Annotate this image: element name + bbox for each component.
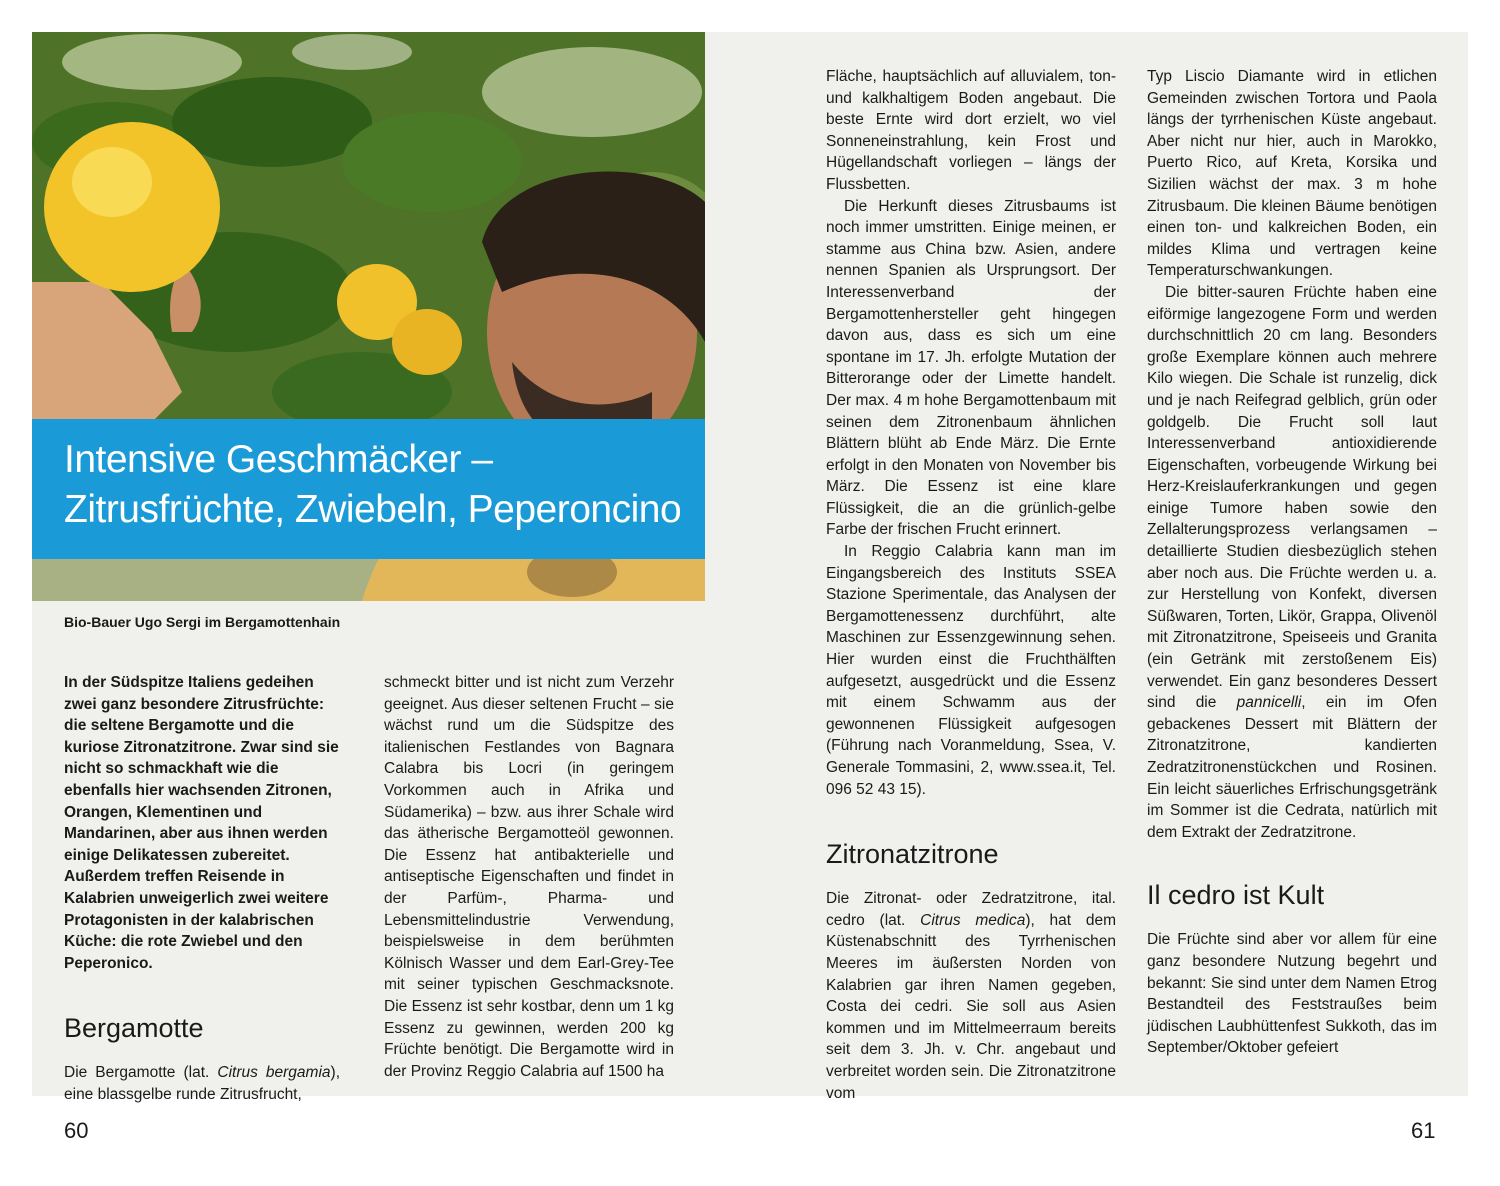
chapter-title-line-1: Intensive Geschmäcker – — [64, 438, 493, 481]
italic-term: Citrus medica — [920, 911, 1026, 929]
page-number-left: 60 — [64, 1118, 89, 1143]
text-span: , ein im Ofen gebackenes Dessert mit Blättern der Zitronatzitrone, kandierten Zedratzitronenstückchen und Rosinen. Ein leicht säuerliches Erfrischungsgetränk im Sommer ist die Cedrata, natürlich mit dem Extrakt der Zedratzitrone. — [1147, 694, 1437, 841]
column-4 — [1147, 66, 1437, 1059]
heading-il-cedro: Il cedro ist Kult — [1147, 880, 1325, 911]
heading-zitronatzitrone: Zitronatzitrone — [826, 839, 999, 870]
page-number-right: 61 — [1411, 1118, 1436, 1143]
text-span: Die Zitronat- oder Zedratzitrone, ital. cedro (lat. — [826, 890, 1116, 929]
intro-paragraph: In der Südspitze Italiens gedeihen zwei ganz besondere Zitrusfrüchte: die seltene Bergamotte und die kuriose Zitronatzitrone. Zwar sind sie nicht so schmackhaft wie die ebenfalls hier wachsenden Zitronen, Orangen, Klementinen und Mandarinen, aber aus ihnen werden einige Delikatessen zubereitet. Außerdem treffen Reisende in Kalabrien unweigerlich zwei weitere Protagonisten in der kalabrischen Küche: die rote Zwiebel und den Peperonico. — [64, 674, 339, 972]
paragraph-bergamotte-4: Die Herkunft dieses Zitrusbaums ist noch immer umstritten. Einige meinen, er stamme aus China bzw. Asien, andere nennen Spanien als Ursprungsort. Der Interessenverband der Bergamottenhersteller geht hingegen davon aus, dass es sich um eine spontane im 17. Jh. erfolgte Mutation der Bitterorange oder der Limette handelt. Der max. 4 m hohe Bergamottenbaum mit seinen dem Zitronenbaum ähnlichen Blättern blüht ab Ende März. Die Ernte erfolgt in den Monaten von November bis März. Die Essenz ist eine klare Flüssigkeit, die an die grünlich-gelbe Farbe der frischen Frucht erinnert. — [826, 197, 1116, 539]
text-span: Die bitter-sauren Früchte haben eine eiförmige langezogene Form und werden durchschnittlich 20 cm lang. Besonders große Exemplare können auch mehrere Kilo wiegen. Die Schale ist runzelig, dick und je nach Reifegrad gelblich, grün oder goldgelb. Die Frucht soll laut Interessenverband antioxidierende Eigenschaften, vorbeugende Wirkung bei Herz-Kreislauferkrankungen und gegen einige Tumore haben sowie den Zellalterungsprozess verlangsamen – detaillierte Studien diesbezüglich stehen aber noch aus. Die Früchte werden u. a. zur Herstellung von Konfekt, diversen Süßwaren, Torten, Likör, Grappa, Olivenöl mit Zitronatzitrone, Speiseeis und Granita (ein Getränk mit zerstoßenem Eis) verwendet. Ein ganz besonderes Dessert sind die — [1147, 283, 1437, 712]
italic-term: Citrus bergamia — [217, 1064, 331, 1082]
title-banner — [32, 419, 705, 559]
paragraph-zitronatzitrone-3 — [1147, 282, 1437, 843]
chapter-title-line-2: Zitrusfrüchte, Zwiebeln, Peperoncino — [64, 488, 682, 531]
paragraph-zitronatzitrone-2: Typ Liscio Diamante wird in etlichen Gemeinden zwischen Tortora und Paola längs der tyrrhenischen Küste angebaut. Aber nicht nur hier, auch in Marokko, Puerto Rico, auf Kreta, Korsika und Sizilien wächst der max. 3 m hohe Zitrusbaum. Die kleinen Bäume benötigen einen ton- und kalkreichen Boden, ein mildes Klima und vertragen keine Temperaturschwankungen. — [1147, 68, 1437, 280]
paragraph-il-cedro-1: Die Früchte sind aber vor allem für eine ganz besondere Nutzung begehrt und bekannt: Sie sind unter dem Namen Etrog Bestandteil des Feststraußes beim jüdischen Laubhüttenfest Sukkoth, das im September/Oktober gefeiert — [1147, 931, 1437, 1057]
column-2 — [384, 672, 674, 1082]
text-span: ), eine blassgelbe runde Zitrusfrucht, — [64, 1064, 340, 1103]
paragraph-bergamotte-2: schmeckt bitter und ist nicht zum Verzehr geeignet. Aus dieser seltenen Frucht – sie wächst rund um die Südspitze des italienischen Festlandes von Bagnara Calabra bis Locri (in geringem Vorkommen auch in Afrika und Südamerika) – bzw. aus ihrer Schale wird das ätherische Bergamotteöl gewonnen. Die Essenz hat antibakterielle und antiseptische Eigenschaften und findet in der Parfüm-, Pharma- und Lebensmittelindustrie Verwendung, beispielsweise in dem berühmten Kölnisch Wasser und dem Earl-Grey-Tee mit seiner typischen Geschmacksnote. Die Essenz ist sehr kostbar, denn um 1 kg Essenz zu gewinnen, werden 200 kg Früchte benötigt. Die Bergamotte wird in der Provinz Reggio Calabria auf 1500 ha — [384, 674, 674, 1080]
photo-caption: Bio-Bauer Ugo Sergi im Bergamottenhain — [64, 614, 341, 630]
paragraph-bergamotte-5: In Reggio Calabria kann man im Eingangsbereich des Instituts SSEA Stazione Sperimentale, das Analysen der Bergamottenessenz durchführt, alte Maschinen zur Essenzgewinnung sehen. Hier wurden einst die Fruchthälften aufgesetzt, ausgedrückt und die Essenz mit einem Schwamm aus der gewonnenen Flüssigkeit aufgesogen (Führung nach Voranmeldung, Ssea, V. Generale Tommasini, 2, www.ssea.it, Tel. 096 52 43 15). — [826, 543, 1116, 798]
paragraph-bergamotte-3: Fläche, hauptsächlich auf alluvialem, ton- und kalkhaltigem Boden angebaut. Die beste Ernte wird dort erzielt, wo viel Sonneneinstrahlung, kein Frost und Hügellandschaft vorliegen – längs der Flussbetten. — [826, 68, 1116, 193]
paragraph-bergamotte-1 — [64, 1062, 340, 1105]
italic-term: pannicelli — [1236, 694, 1302, 712]
column-1 — [64, 672, 340, 1106]
chapter-title — [64, 435, 704, 535]
text-span: Die Bergamotte (lat. — [64, 1064, 218, 1082]
text-span: ), hat dem Küstenabschnitt des Tyrrhenischen Meeres im äußersten Norden von Kalabrien gar ihren Namen gegeben, Costa dei cedri. Sie soll aus Asien kommen und im Mittelmeerraum bereits seit dem 3. Jh. v. Chr. angebaut und verbreitet worden sein. Die Zitronatzitrone vom — [826, 911, 1117, 1102]
heading-bergamotte: Bergamotte — [64, 1013, 204, 1044]
paragraph-zitronatzitrone-1 — [826, 888, 1116, 1104]
column-3 — [826, 66, 1116, 1104]
